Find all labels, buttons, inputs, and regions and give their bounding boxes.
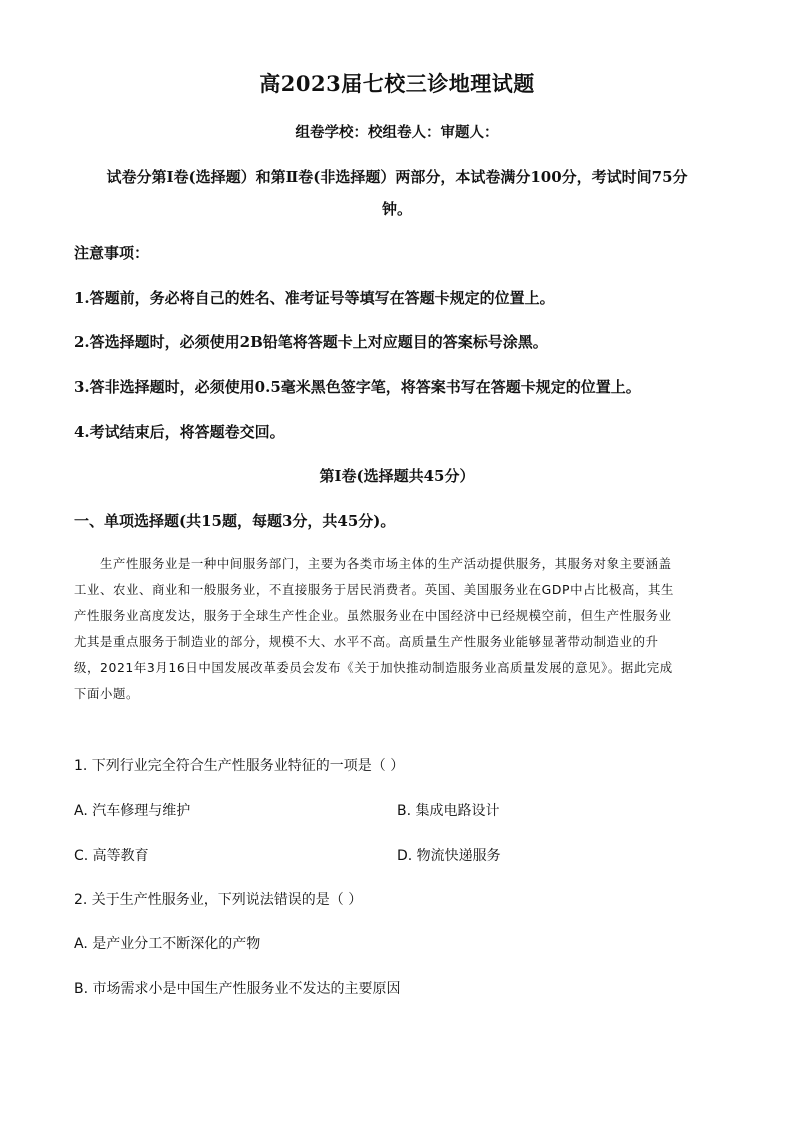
notice-item: 1.答题前，务必将自己的姓名、准考证号等填写在答题卡规定的位置上。 <box>74 289 555 307</box>
passage-line: 工业、农业、商业和一般服务业，不直接服务于居民消费者。英国、美国服务业在GDP中占比极高，其生 <box>74 582 675 597</box>
reading-passage <box>74 551 722 707</box>
passage-line: 下面小题。 <box>74 686 139 701</box>
question-option: D. 物流快递服务 <box>397 848 501 864</box>
exam-intro-line-2: 钟。 <box>381 200 412 218</box>
part-title: 第Ⅰ卷(选择题共45分） <box>319 467 475 485</box>
passage-line: 尤其是重点服务于制造业的部分，规模不大、水平不高。高质量生产性服务业能够显著带动制造业的升 <box>74 634 659 649</box>
exam-intro-line-1: 试卷分第Ⅰ卷(选择题）和第Ⅱ卷(非选择题）两部分，本试卷满分100分，考试时间75分 <box>106 168 688 186</box>
question-option: A. 汽车修理与维护 <box>74 803 191 819</box>
question-option: A. 是产业分工不断深化的产物 <box>74 936 261 952</box>
section-title: 一、单项选择题(共15题，每题3分，共45分)。 <box>74 512 396 530</box>
question-option: B. 集成电路设计 <box>397 803 500 819</box>
notice-item: 2.答选择题时，必须使用2B铅笔将答题卡上对应题目的答案标号涂黑。 <box>74 333 548 351</box>
question-stem: 1. 下列行业完全符合生产性服务业特征的一项是（ ） <box>74 758 405 774</box>
exam-meta-line: 组卷学校：校组卷人：审题人： <box>295 124 499 141</box>
notice-heading: 注意事项： <box>74 244 150 262</box>
passage-line: 生产性服务业是一种中间服务部门，主要为各类市场主体的生产活动提供服务，其服务对象主要涵盖 <box>100 556 672 571</box>
page-title: 高2023届七校三诊地理试题 <box>259 71 535 96</box>
question-option: B. 市场需求小是中国生产性服务业不发达的主要原因 <box>74 981 401 997</box>
passage-line: 产性服务业高度发达，服务于全球生产性企业。虽然服务业在中国经济中已经规模空前，但生产性服务业 <box>74 608 672 623</box>
notice-item: 4.考试结束后，将答题卷交回。 <box>74 423 285 441</box>
question-option: C. 高等教育 <box>74 848 149 864</box>
notice-item: 3.答非选择题时，必须使用0.5毫米黑色签字笔，将答案书写在答题卡规定的位置上。 <box>74 378 641 396</box>
question-stem: 2. 关于生产性服务业，下列说法错误的是（ ） <box>74 892 363 908</box>
passage-line: 级，2021年3月16日中国发展改革委员会发布《关于加快推动制造服务业高质量发展的意见》。据此完成 <box>74 660 673 675</box>
